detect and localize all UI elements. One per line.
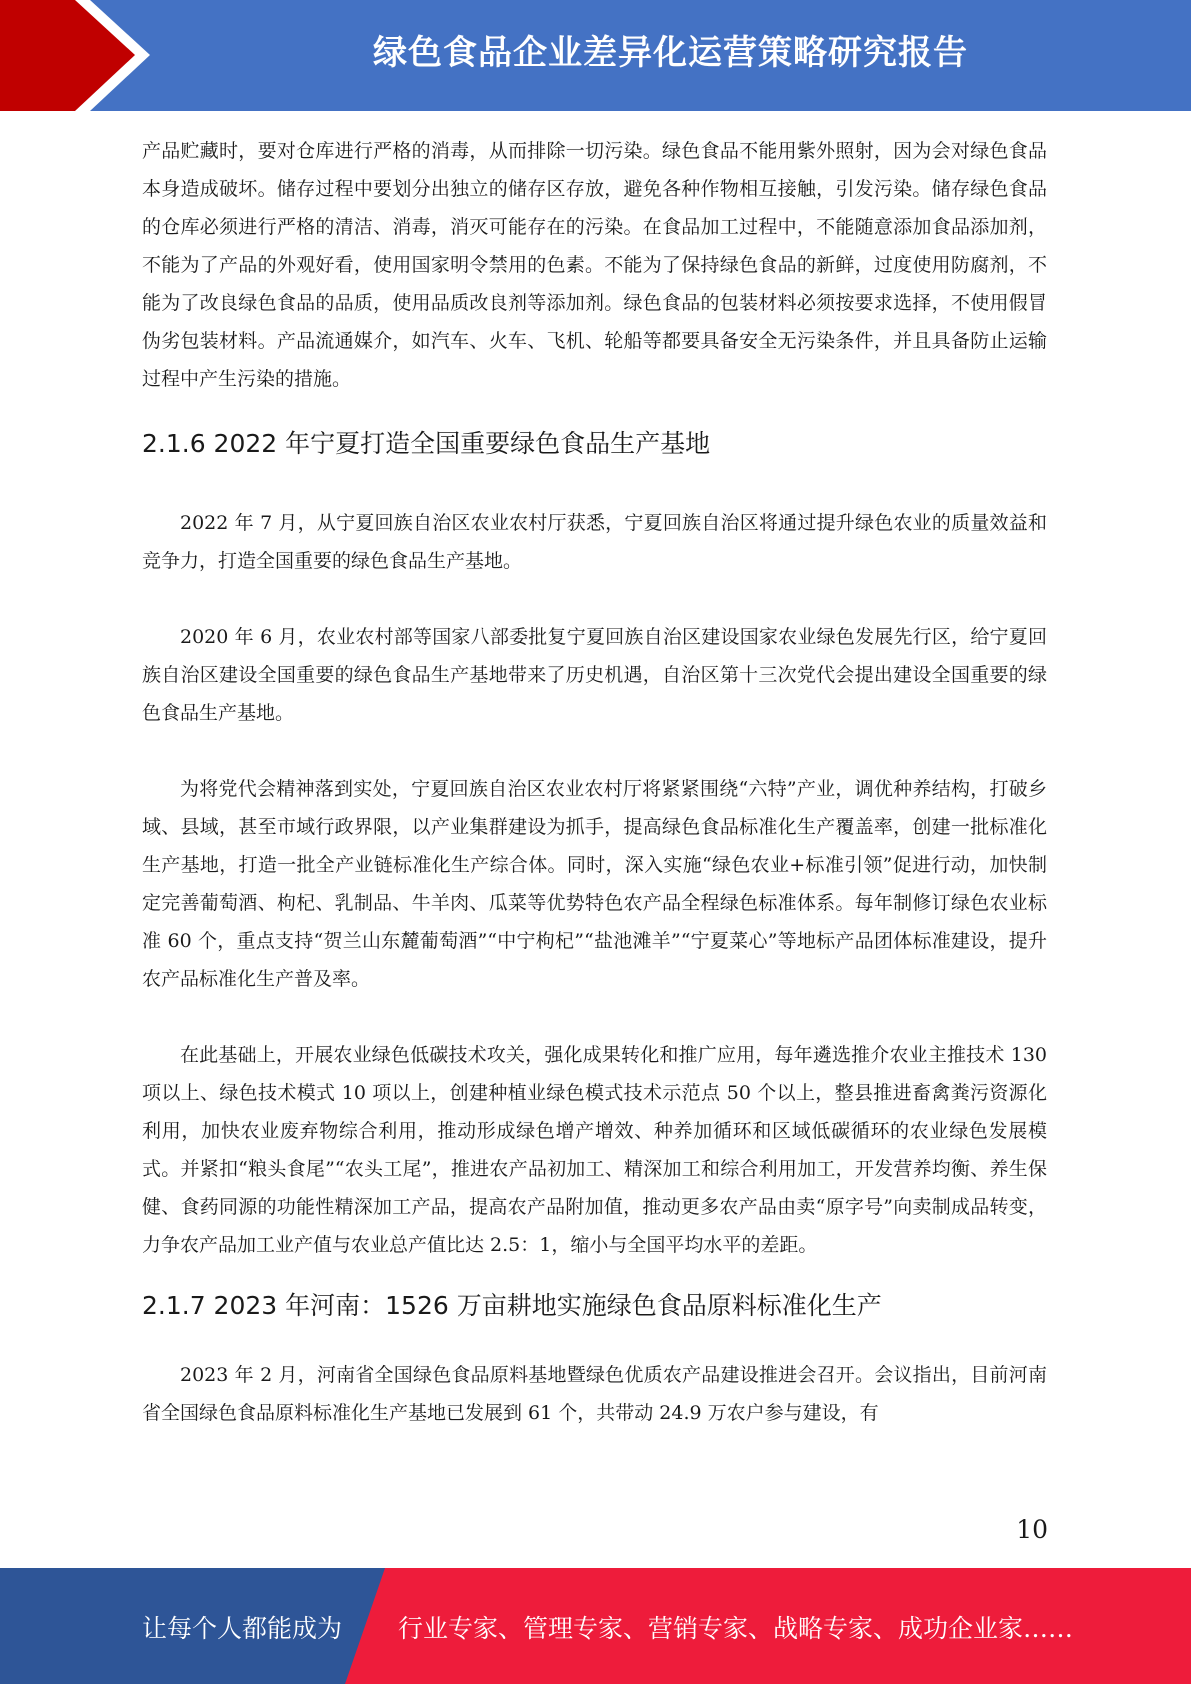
report-title: 绿色食品企业差异化运营策略研究报告 bbox=[373, 33, 968, 73]
paragraph-1: 2022 年 7 月，从宁夏回族自治区农业农村厅获悉，宁夏回族自治区将通过提升绿色农业的质量效益和竞争力，打造全国重要的绿色食品生产基地。 bbox=[142, 512, 1047, 572]
paragraph-4: 在此基础上，开展农业绿色低碳技术攻关，强化成果转化和推广应用，每年遴选推介农业主推技术 130 项以上、绿色技术模式 10 项以上，创建种植业绿色模式技术示范点 50 个以上，整县推进畜禽粪污资源化利用，加快农业废弃物综合利用，推动形成绿色增产增效、种养加循环和区域低碳循环的农业绿色发展模式。并紧扣“粮头食尾”“农头工尾”，推进农产品初加工、精深加工和综合利用加工，开发营养均衡、养生保健、食药同源的功能性精深加工产品，提高农产品附加值，推动更多农产品由卖“原字号”向卖制成品转变，力争农产品加工业产值与农业总产值比达 2.5：1，缩小与全国平均水平的差距。 bbox=[142, 1044, 1047, 1256]
section-heading-2-1-6: 2.1.6 2022 年宁夏打造全国重要绿色食品生产基地 bbox=[142, 429, 711, 458]
document-body bbox=[142, 132, 1047, 1432]
footer-slogan-left: 让每个人都能成为 bbox=[142, 1614, 343, 1643]
paragraph-5: 2023 年 2 月，河南省全国绿色食品原料基地暨绿色优质农产品建设推进会召开。会议指出，目前河南省全国绿色食品原料标准化生产基地已发展到 61 个，共带动 24.9 万农户参与建设，有 bbox=[142, 1364, 1047, 1424]
paragraph-3: 为将党代会精神落到实处，宁夏回族自治区农业农村厅将紧紧围绕“六特”产业，调优种养结构，打破乡域、县域，甚至市域行政界限，以产业集群建设为抓手，提高绿色食品标准化生产覆盖率，创建一批标准化生产基地，打造一批全产业链标准化生产综合体。同时，深入实施“绿色农业+标准引领”促进行动，加快制定完善葡萄酒、枸杞、乳制品、牛羊肉、瓜菜等优势特色农产品全程绿色标准体系。每年制修订绿色农业标准 60 个，重点支持“贺兰山东麓葡萄酒”“中宁枸杞”“盐池滩羊”“宁夏菜心”等地标产品团体标准建设，提升农产品标准化生产普及率。 bbox=[142, 778, 1047, 990]
page-footer bbox=[0, 1568, 1191, 1684]
header-chevron-red bbox=[0, 0, 140, 111]
footer-slogan-right: 行业专家、管理专家、营销专家、战略专家、成功企业家…… bbox=[398, 1614, 1074, 1643]
paragraph-intro: 产品贮藏时，要对仓库进行严格的消毒，从而排除一切污染。绿色食品不能用紫外照射，因为会对绿色食品本身造成破坏。储存过程中要划分出独立的储存区存放，避免各种作物相互接触，引发污染。储存绿色食品的仓库必须进行严格的清洁、消毒，消灭可能存在的污染。在食品加工过程中，不能随意添加食品添加剂，不能为了产品的外观好看，使用国家明令禁用的色素。不能为了保持绿色食品的新鲜，过度使用防腐剂，不能为了改良绿色食品的品质，使用品质改良剂等添加剂。绿色食品的包装材料必须按要求选择，不使用假冒伪劣包装材料。产品流通媒介，如汽车、火车、飞机、轮船等都要具备安全无污染条件，并且具备防止运输过程中产生污染的措施。 bbox=[142, 140, 1047, 390]
section-heading-2-1-7: 2.1.7 2023 年河南：1526 万亩耕地实施绿色食品原料标准化生产 bbox=[142, 1291, 882, 1320]
page-header bbox=[0, 0, 1191, 111]
paragraph-2: 2020 年 6 月，农业农村部等国家八部委批复宁夏回族自治区建设国家农业绿色发展先行区，给宁夏回族自治区建设全国重要的绿色食品生产基地带来了历史机遇，自治区第十三次党代会提出建设全国重要的绿色食品生产基地。 bbox=[142, 626, 1047, 724]
page-number: 10 bbox=[1016, 1515, 1048, 1544]
